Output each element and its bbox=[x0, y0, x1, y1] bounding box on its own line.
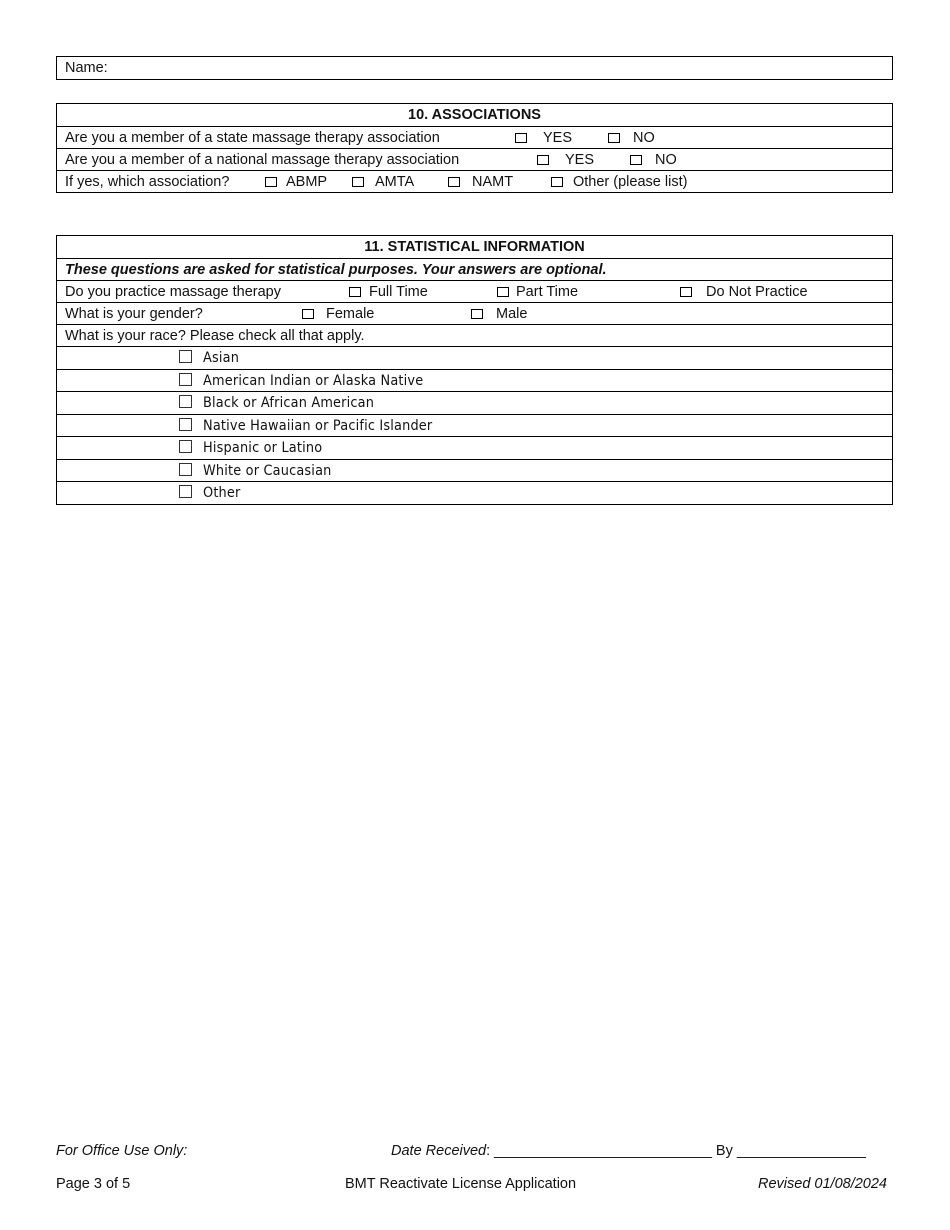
date-received-field[interactable] bbox=[391, 1143, 866, 1159]
statistical-title: 11. STATISTICAL INFORMATION bbox=[364, 239, 585, 255]
race-option-row bbox=[57, 346, 892, 369]
practice-question: Do you practice massage therapy bbox=[65, 284, 281, 300]
practice-row bbox=[57, 280, 892, 302]
female-checkbox[interactable] bbox=[302, 309, 314, 319]
state-yes-checkbox[interactable] bbox=[515, 133, 527, 143]
associations-section bbox=[56, 103, 893, 193]
statistical-header bbox=[57, 236, 892, 258]
national-association-question: Are you a member of a national massage therapy association bbox=[65, 152, 460, 168]
state-association-question: Are you a member of a state massage therapy association bbox=[65, 130, 440, 146]
race-option-row bbox=[57, 369, 892, 391]
associations-title: 10. ASSOCIATIONS bbox=[408, 107, 541, 123]
gender-row bbox=[57, 302, 892, 324]
associations-header bbox=[57, 104, 892, 126]
race-question: What is your race? Please check all that apply. bbox=[65, 328, 365, 344]
part-time-label: Part Time bbox=[516, 284, 579, 300]
name-label: Name: bbox=[65, 60, 108, 76]
name-box bbox=[56, 56, 893, 80]
which-association-question: If yes, which association? bbox=[65, 174, 230, 190]
race-question-row bbox=[57, 324, 892, 346]
race-option-row bbox=[57, 414, 892, 436]
full-time-label: Full Time bbox=[369, 284, 428, 300]
race-black-label: Black or African American bbox=[203, 395, 375, 411]
gender-question: What is your gender? bbox=[65, 306, 203, 322]
race-white-checkbox[interactable] bbox=[179, 463, 192, 476]
national-no-checkbox[interactable] bbox=[630, 155, 642, 165]
abmp-checkbox[interactable] bbox=[265, 177, 277, 187]
statistical-section bbox=[56, 235, 893, 505]
race-american-indian-checkbox[interactable] bbox=[179, 373, 192, 386]
office-use-label: For Office Use Only: bbox=[56, 1143, 188, 1159]
race-other-checkbox[interactable] bbox=[179, 485, 192, 498]
namt-label: NAMT bbox=[472, 174, 514, 190]
state-yes-label: YES bbox=[543, 130, 573, 146]
part-time-checkbox[interactable] bbox=[497, 287, 509, 297]
race-native-hawaiian-checkbox[interactable] bbox=[179, 418, 192, 431]
abmp-label: ABMP bbox=[286, 174, 328, 190]
race-asian-label: Asian bbox=[203, 350, 240, 366]
race-other-label: Other bbox=[203, 485, 241, 501]
by-field: By ________________ bbox=[711, 1143, 866, 1159]
race-black-checkbox[interactable] bbox=[179, 395, 192, 408]
race-white-label: White or Caucasian bbox=[203, 463, 332, 479]
race-american-indian-label: American Indian or Alaska Native bbox=[203, 373, 424, 389]
state-association-row bbox=[57, 126, 892, 148]
national-yes-checkbox[interactable] bbox=[537, 155, 549, 165]
national-association-row bbox=[57, 148, 892, 170]
national-no-label: NO bbox=[655, 152, 677, 168]
statistical-note-row bbox=[57, 258, 892, 280]
male-checkbox[interactable] bbox=[471, 309, 483, 319]
full-time-checkbox[interactable] bbox=[349, 287, 361, 297]
race-hispanic-label: Hispanic or Latino bbox=[203, 440, 323, 456]
amta-label: AMTA bbox=[375, 174, 415, 190]
date-received-label: Date Received bbox=[391, 1143, 487, 1159]
which-association-row bbox=[57, 170, 892, 192]
race-option-row bbox=[57, 459, 892, 481]
other-association-checkbox[interactable] bbox=[551, 177, 563, 187]
male-label: Male bbox=[496, 306, 528, 322]
race-option-row bbox=[57, 391, 892, 414]
female-label: Female bbox=[326, 306, 375, 322]
page-number: Page 3 of 5 bbox=[56, 1176, 131, 1192]
race-asian-checkbox[interactable] bbox=[179, 350, 192, 363]
name-row[interactable] bbox=[57, 57, 892, 79]
statistical-note: These questions are asked for statistical purposes. Your answers are optional. bbox=[65, 262, 607, 278]
document-title: BMT Reactivate License Application bbox=[345, 1176, 577, 1192]
national-yes-label: YES bbox=[565, 152, 595, 168]
state-no-label: NO bbox=[633, 130, 655, 146]
race-native-hawaiian-label: Native Hawaiian or Pacific Islander bbox=[203, 418, 433, 434]
do-not-practice-checkbox[interactable] bbox=[680, 287, 692, 297]
state-no-checkbox[interactable] bbox=[608, 133, 620, 143]
race-option-row bbox=[57, 436, 892, 459]
other-association-label: Other (please list) bbox=[573, 174, 688, 190]
revision-date: Revised 01/08/2024 bbox=[758, 1176, 887, 1192]
race-option-row bbox=[57, 481, 892, 504]
amta-checkbox[interactable] bbox=[352, 177, 364, 187]
do-not-practice-label: Do Not Practice bbox=[706, 284, 808, 300]
date-received-line: : ___________________________ bbox=[486, 1143, 712, 1159]
race-hispanic-checkbox[interactable] bbox=[179, 440, 192, 453]
namt-checkbox[interactable] bbox=[448, 177, 460, 187]
